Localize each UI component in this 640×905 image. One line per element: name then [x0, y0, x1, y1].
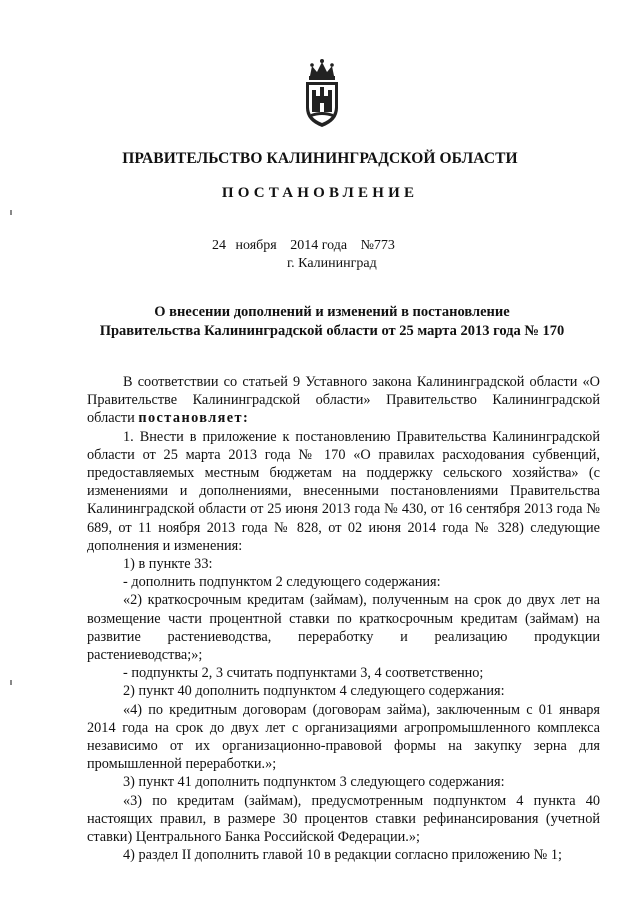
paragraph-add-subpoint-2: - дополнить подпунктом 2 следующего содержания:	[123, 574, 441, 591]
government-title: ПРАВИТЕЛЬСТВО КАЛИНИНГРАДСКОЙ ОБЛАСТИ	[122, 150, 518, 167]
paragraph-subitem-1: 1) в пункте 33:	[123, 556, 213, 573]
document-city: г. Калининград	[287, 256, 377, 271]
paragraph-subpoint-3-text: «3) по кредитам (займам), предусмотренным подпунктом 4 пункта 40 настоящих правил, в размере 30 процентов ставки рефинансирования (учетной ставки) Центрального Банка Российской Федерации.»;	[87, 792, 600, 846]
paragraph-subpoint-4-text: «4) по кредитным договорам (договорам займа), заключенным с 01 января 2014 года на срок до двух лет с организациями агропромышленного комплекса независимо от их организационно-правовой формы на закупку зерна для промышленной переработки.»;	[87, 701, 600, 773]
document-body	[87, 373, 600, 864]
document-type: ПОСТАНОВЛЕНИЕ	[221, 185, 419, 201]
document-number: №773	[360, 238, 395, 253]
paragraph-item-1: 1. Внести в приложение к постановлению Правительства Калининградской области от 25 марта 2013 года № 170 «О правилах расходования субвенций, предоставляемых местным бюджетам на поддержку сельского хозяйства» (с изменениями и дополнениями, внесенными постановлениями Правительства Калининградской области от 25 июня 2013 года № 430, от 16 сентября 2013 года № 689, от 11 ноября 2013 года № 828, от 02 июня 2014 года № 328) следующие дополнения и изменения:	[87, 428, 600, 554]
date-year: 2014 года	[290, 238, 348, 253]
subject-line-1: О внесении дополнений и изменений в постановление	[154, 304, 510, 320]
paragraph-subitem-4: 4) раздел II дополнить главой 10 в редакции согласно приложению № 1;	[123, 847, 562, 864]
scan-mark	[10, 680, 12, 685]
paragraph-subpoint-2-text: «2) краткосрочным кредитам (займам), полученным на срок до двух лет на возмещение части процентной ставки по краткосрочным кредитам (займам) на развитие растениеводства, переработку и реализацию продукции растениеводства;»;	[87, 592, 600, 664]
subject-line-2: Правительства Калининградской области от 25 марта 2013 года № 170	[99, 323, 565, 339]
preamble-text: В соответствии со статьей 9 Уставного закона Калининградской области «О Правительстве Калининградской области» Правительство Калининградской области	[87, 374, 600, 427]
date-day: 24	[212, 238, 226, 253]
paragraph-subitem-2: 2) пункт 40 дополнить подпунктом 4 следующего содержания:	[123, 683, 505, 700]
date-month: ноября	[235, 238, 277, 253]
paragraph-subitem-3: 3) пункт 41 дополнить подпунктом 3 следующего содержания:	[123, 774, 505, 791]
document-subject	[60, 303, 604, 341]
resolves-keyword: постановляет:	[138, 410, 250, 427]
paragraph-preamble	[87, 373, 600, 428]
document-date-line	[212, 238, 395, 254]
scan-mark	[10, 210, 12, 215]
coat-of-arms-emblem-icon	[302, 58, 342, 128]
paragraph-renumber: - подпункты 2, 3 считать подпунктами 3, 4 соответственно;	[123, 665, 484, 682]
